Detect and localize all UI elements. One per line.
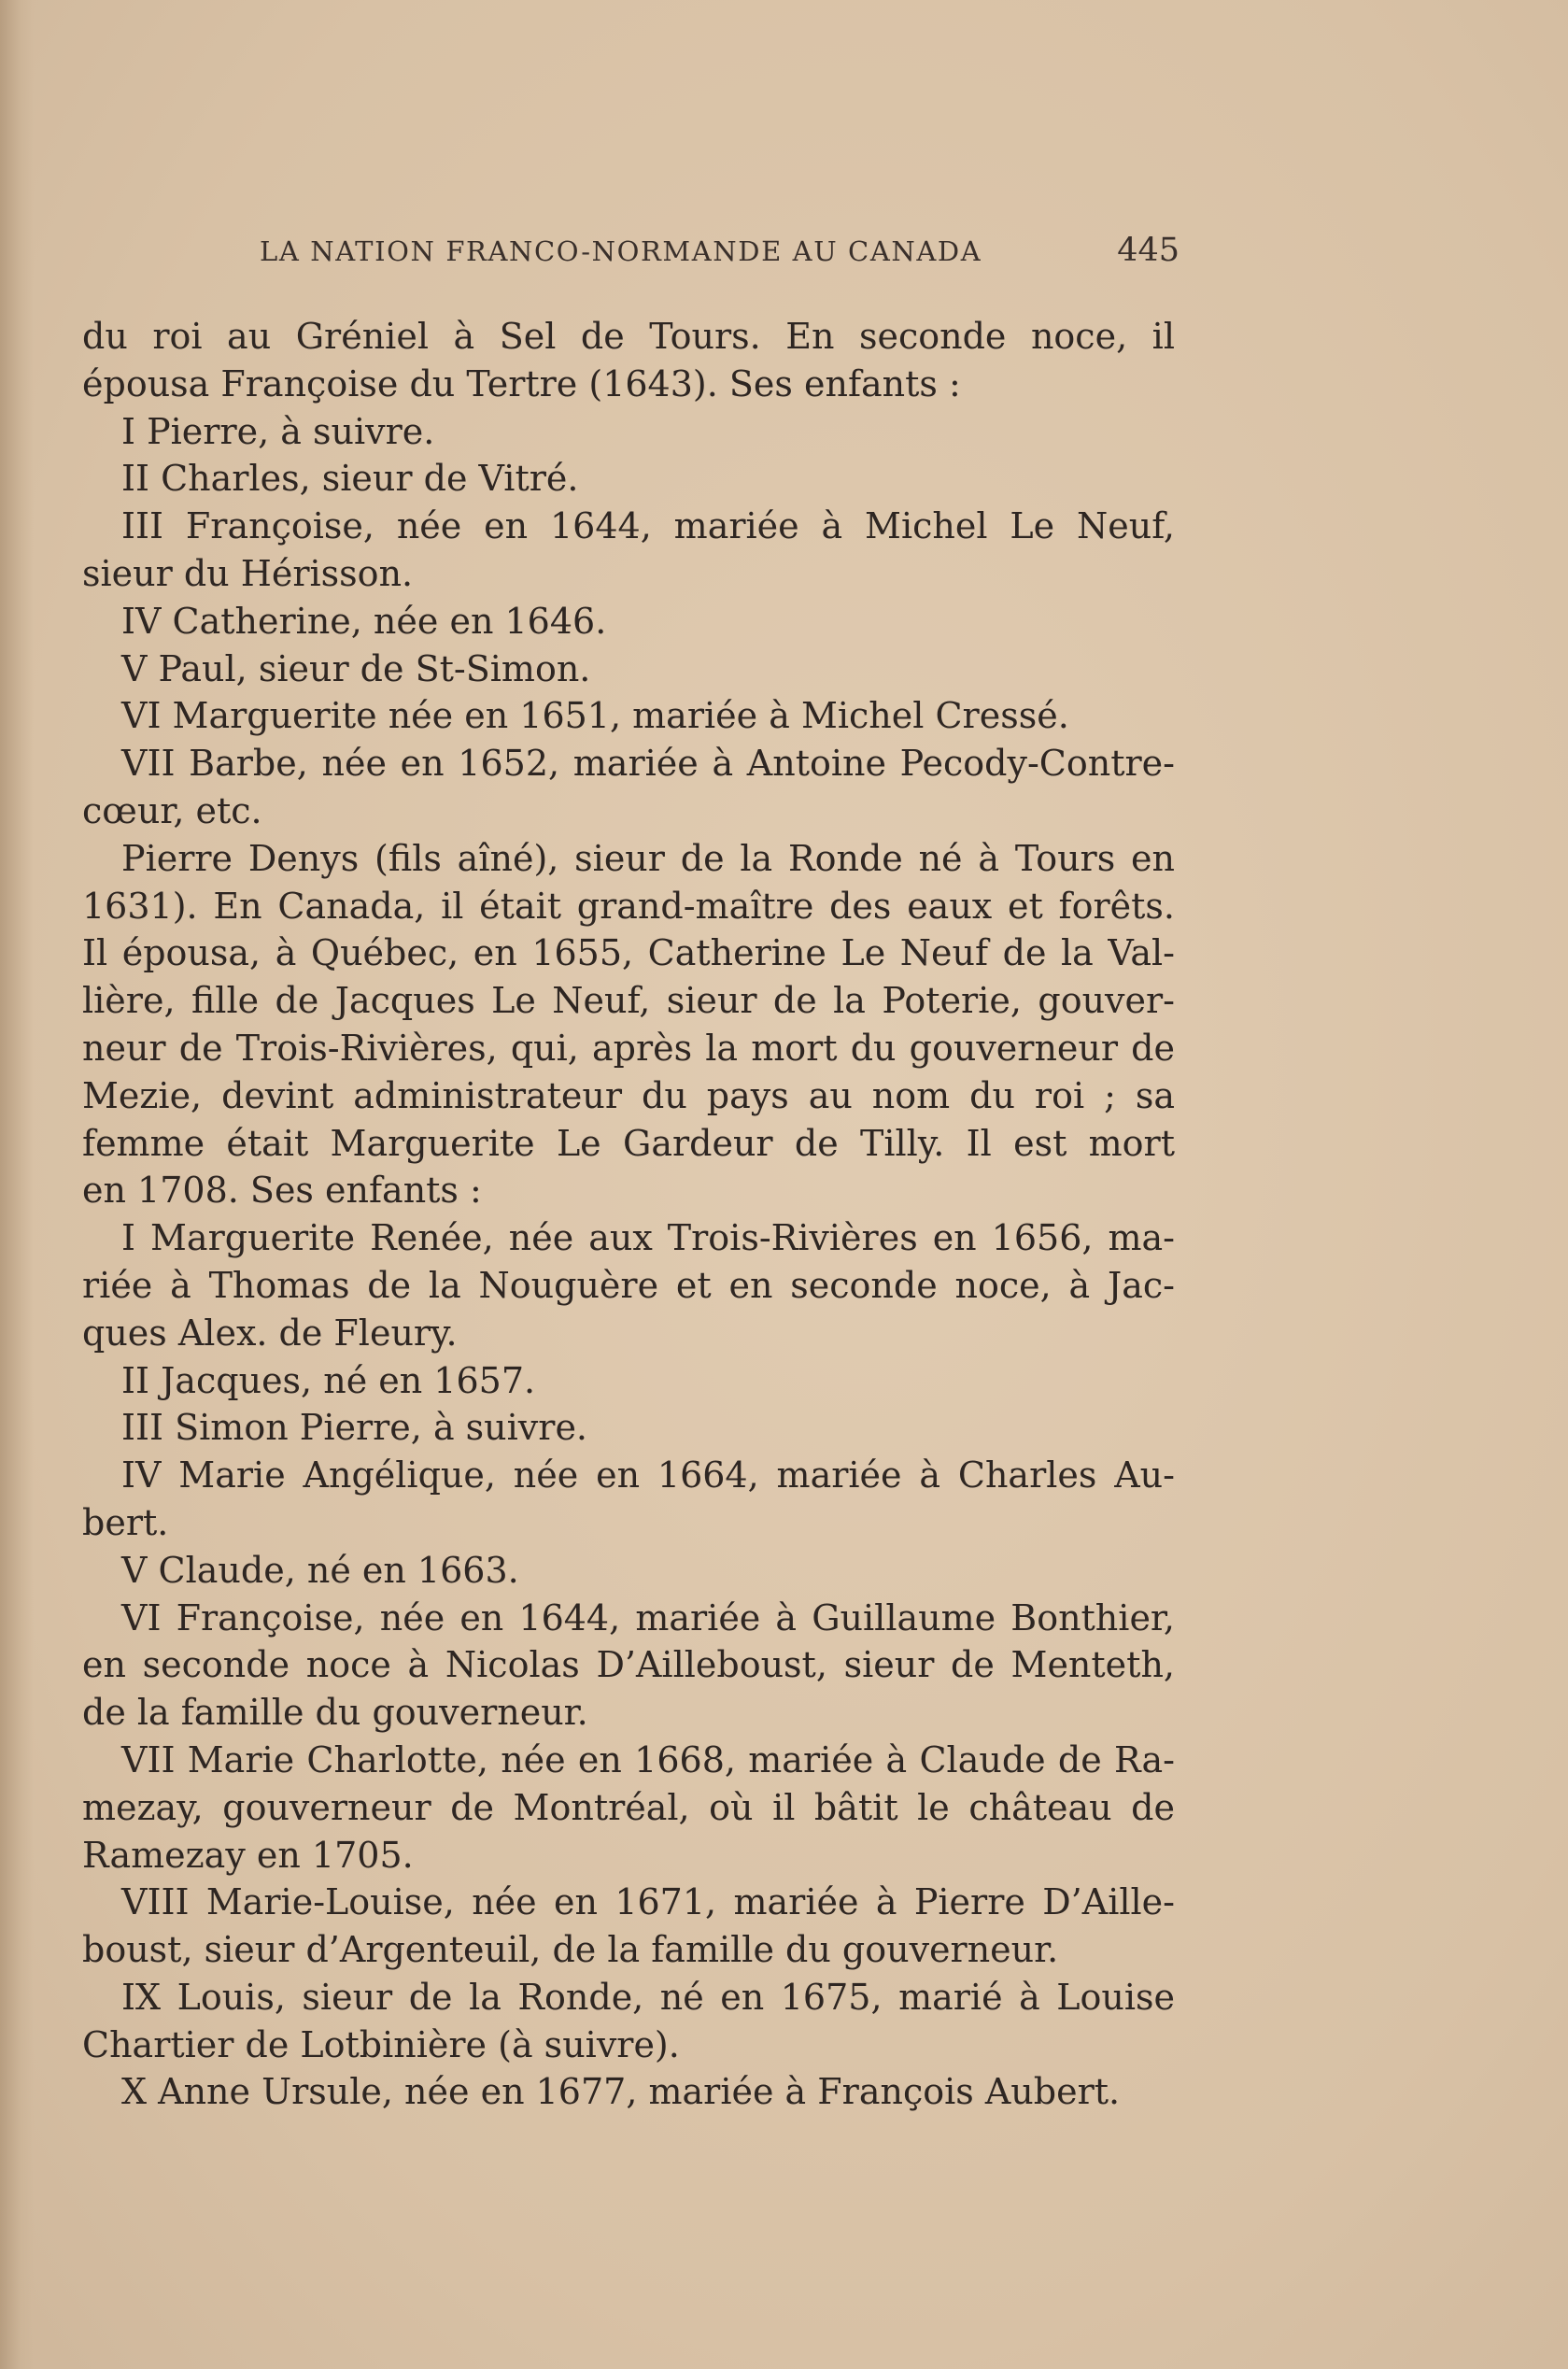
running-title: LA NATION FRANCO-NORMANDE AU CANADA xyxy=(260,235,982,267)
text-line: en seconde noce à Nicolas D’Ailleboust, sieur de Menteth, xyxy=(82,1644,1175,1686)
text-line: II Jacques, né en 1657. xyxy=(121,1359,536,1401)
running-header xyxy=(260,232,1180,278)
text-line: I Marguerite Renée, née aux Trois-Rivières en 1656, ma- xyxy=(121,1217,1175,1259)
text-line: cœur, etc. xyxy=(82,789,262,831)
page-body xyxy=(82,313,1175,2116)
text-line: Il épousa, à Québec, en 1655, Catherine Le Neuf de la Val- xyxy=(82,932,1175,974)
text-line: 1631). En Canada, il était grand-maître des eaux et forêts. xyxy=(82,885,1175,927)
text-line: IX Louis, sieur de la Ronde, né en 1675, marié à Louise xyxy=(121,1976,1175,2018)
text-line: IV Marie Angélique, née en 1664, mariée à Charles Au- xyxy=(121,1454,1175,1497)
text-line: Chartier de Lotbinière (à suivre). xyxy=(82,2023,680,2065)
text-line: Mezie, devint administrateur du pays au nom du roi ; sa xyxy=(82,1074,1175,1116)
text-line: III Françoise, née en 1644, mariée à Michel Le Neuf, xyxy=(121,505,1175,547)
text-line: VI Françoise, née en 1644, mariée à Guillaume Bonthier, xyxy=(121,1596,1175,1638)
text-line: V Paul, sieur de St-Simon. xyxy=(121,647,591,689)
text-line: ques Alex. de Fleury. xyxy=(82,1312,458,1354)
text-line: II Charles, sieur de Vitré. xyxy=(121,458,579,500)
text-line: Pierre Denys (fils aîné), sieur de la Ronde né à Tours en xyxy=(121,837,1175,879)
text-line: V Claude, né en 1663. xyxy=(121,1549,519,1591)
text-line: IV Catherine, née en 1646. xyxy=(121,600,607,642)
text-line: X Anne Ursule, née en 1677, mariée à François Aubert. xyxy=(121,2071,1121,2113)
text-line: III Simon Pierre, à suivre. xyxy=(121,1407,588,1449)
text-line: VIII Marie-Louise, née en 1671, mariée à Pierre D’Aille- xyxy=(121,1881,1175,1923)
text-line: VI Marguerite née en 1651, mariée à Michel Cressé. xyxy=(121,695,1069,737)
text-line: I Pierre, à suivre. xyxy=(121,410,435,452)
text-line: femme était Marguerite Le Gardeur de Tilly. Il est mort xyxy=(82,1122,1175,1164)
text-line: de la famille du gouverneur. xyxy=(82,1692,588,1734)
text-line: Ramezay en 1705. xyxy=(82,1834,414,1876)
binding-gutter xyxy=(0,0,34,2369)
page-number: 445 xyxy=(1117,232,1180,269)
text-line: épousa Françoise du Tertre (1643). Ses enfants : xyxy=(82,362,961,404)
text-line: lière, fille de Jacques Le Neuf, sieur de la Poterie, gouver- xyxy=(82,980,1175,1022)
text-line: sieur du Hérisson. xyxy=(82,552,414,594)
text-line: neur de Trois-Rivières, qui, après la mort du gouverneur de xyxy=(82,1027,1175,1069)
text-line: riée à Thomas de la Nouguère et en seconde noce, à Jac- xyxy=(82,1264,1175,1306)
text-line: du roi au Gréniel à Sel de Tours. En seconde noce, il xyxy=(82,316,1175,357)
text-line: mezay, gouverneur de Montréal, où il bâtit le château de xyxy=(82,1786,1175,1828)
text-line: bert. xyxy=(82,1501,169,1543)
text-line: VII Marie Charlotte, née en 1668, mariée à Claude de Ra- xyxy=(121,1738,1175,1780)
text-line: boust, sieur d’Argenteuil, de la famille du gouverneur. xyxy=(82,1929,1059,1971)
text-line: en 1708. Ses enfants : xyxy=(82,1170,482,1212)
text-line: VII Barbe, née en 1652, mariée à Antoine Pecody-Contre- xyxy=(121,743,1175,785)
